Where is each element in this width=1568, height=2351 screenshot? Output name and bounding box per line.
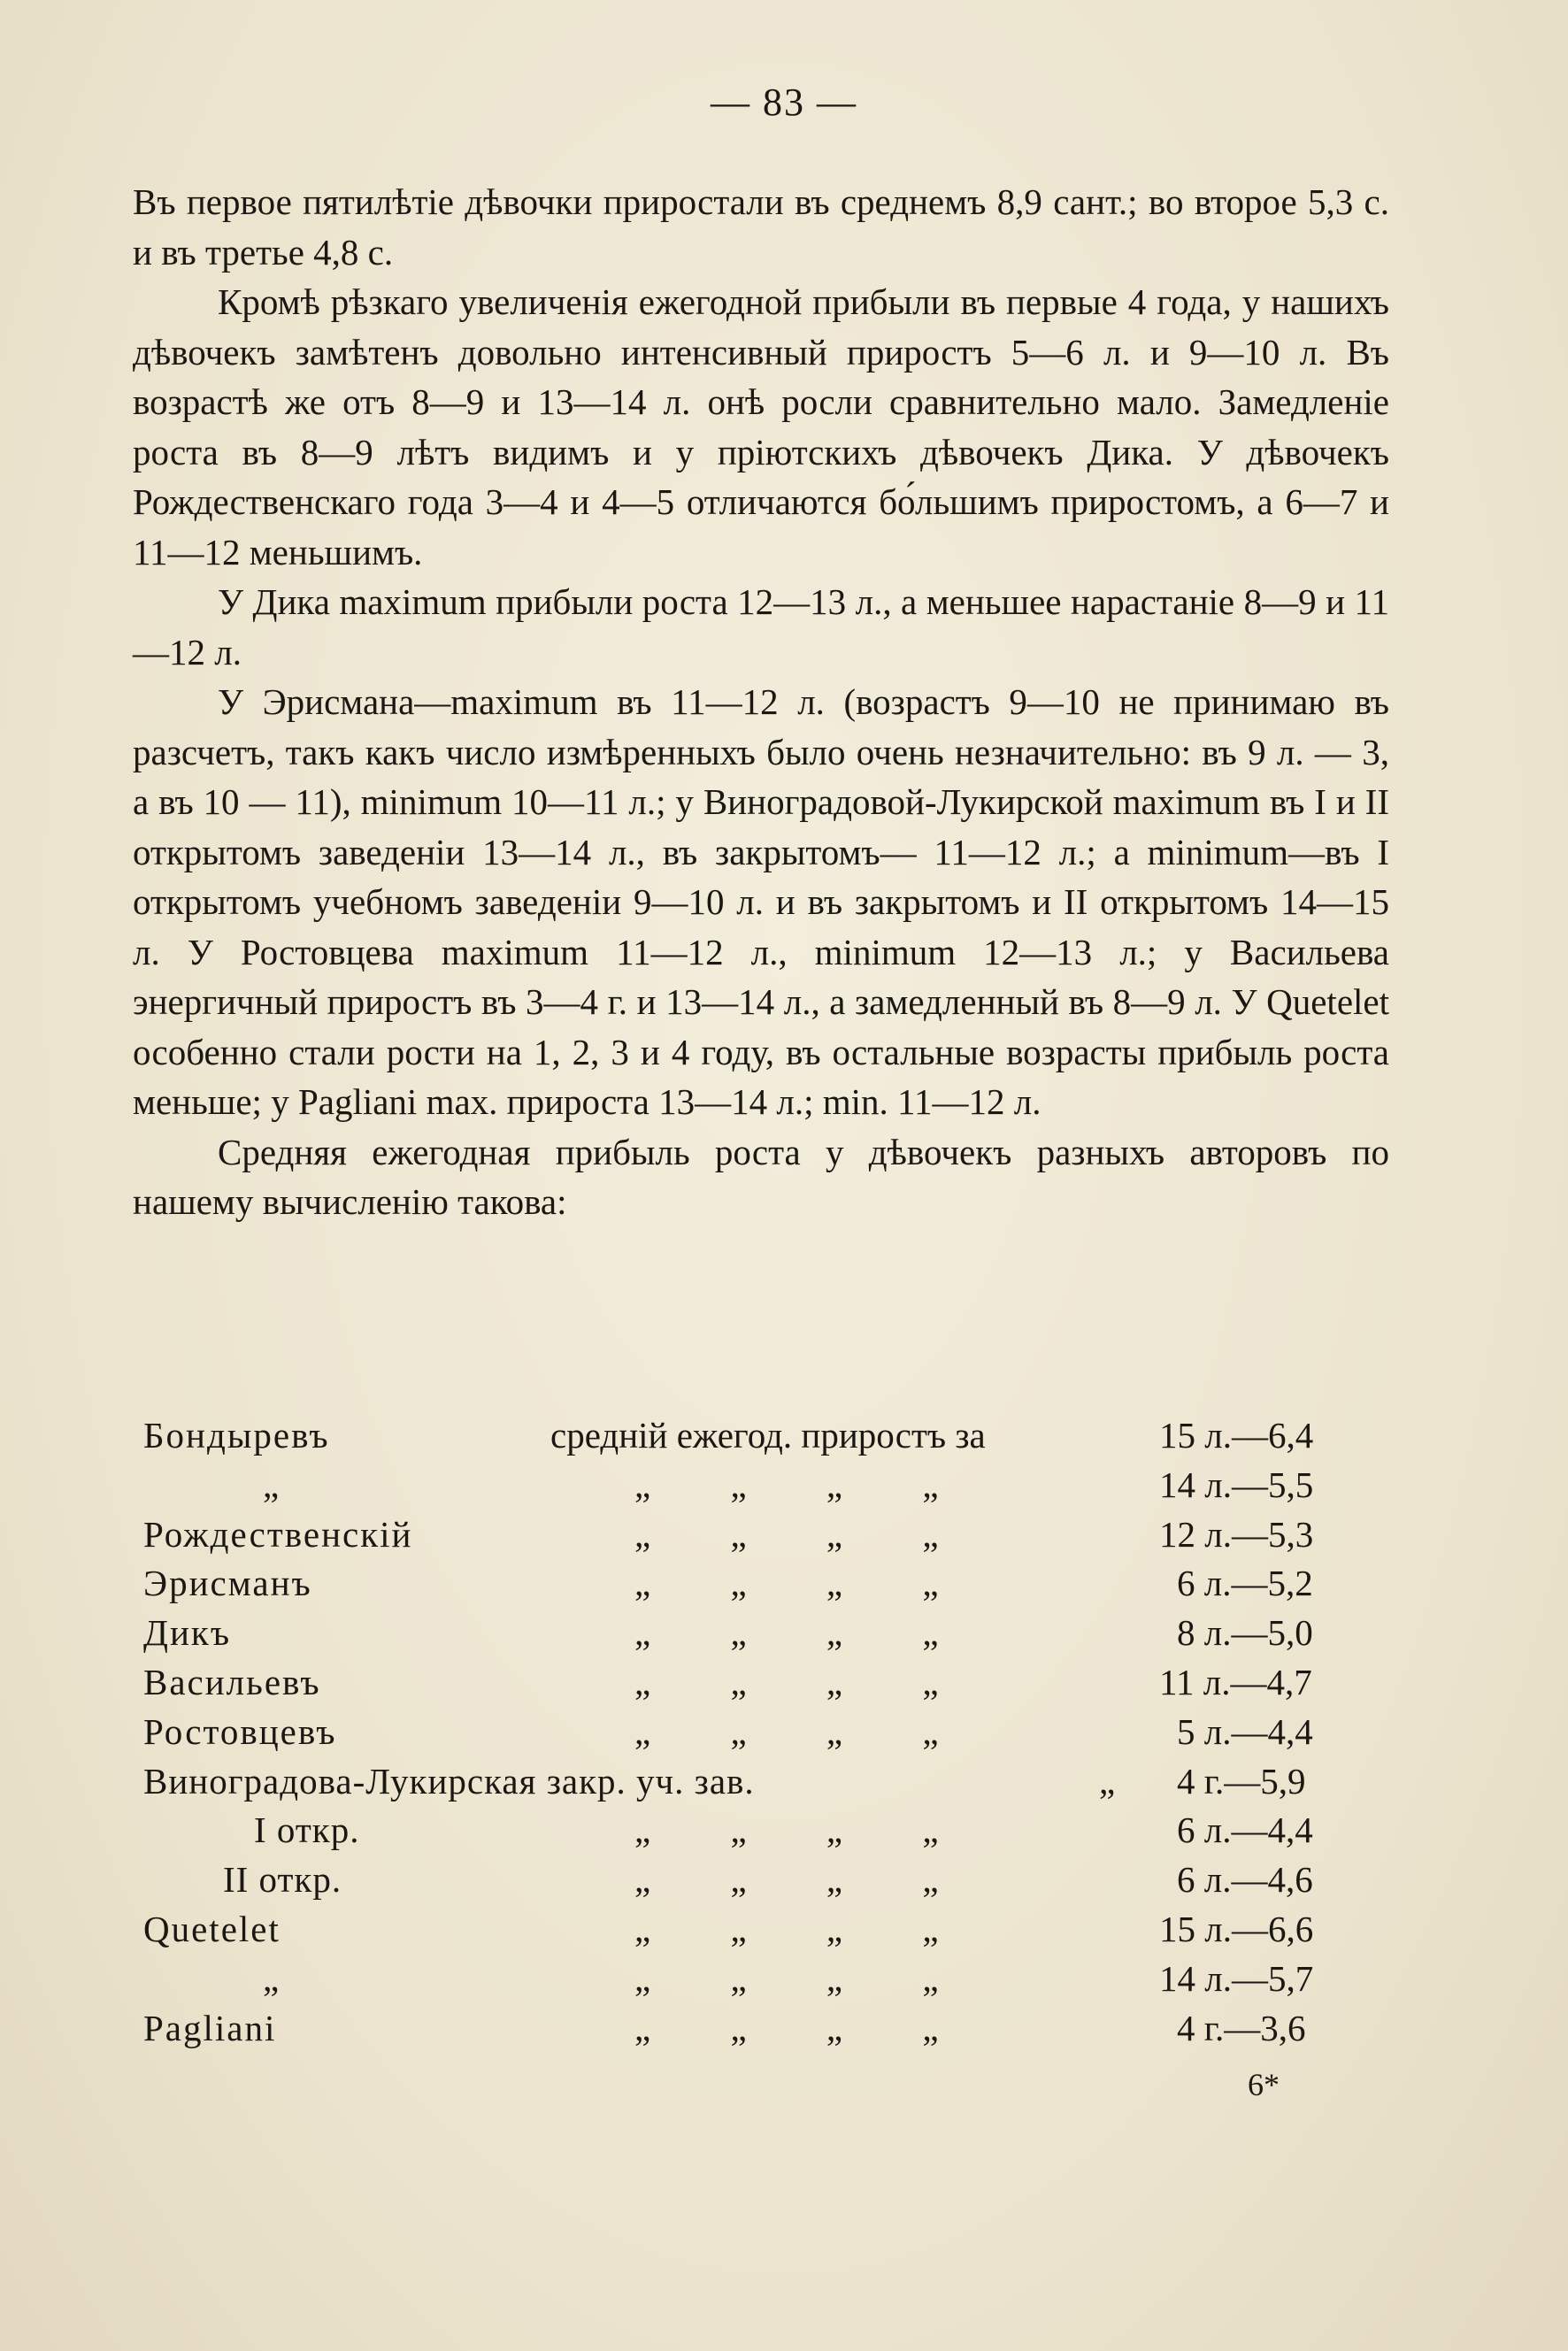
paragraph: Въ первое пятилѣтіе дѣвочки приростали въ среднемъ 8,9 сант.; во второе 5,3 с. и въ третье 4,8 с.	[133, 181, 1389, 273]
body-text	[133, 177, 1389, 1227]
table-row	[143, 1905, 1391, 1955]
table-row	[143, 1609, 1391, 1658]
row-value: 12 л.—5,3	[1159, 1513, 1314, 1555]
row-value: 6 л.—4,4	[1177, 1809, 1313, 1851]
row-description: „ „ „ „	[634, 1908, 939, 1949]
row-description: „ „ „ „	[634, 1563, 939, 1604]
author-name: Бондыревъ	[143, 1415, 330, 1456]
table-row	[143, 1955, 1391, 2004]
author-name: Рождественскій	[143, 1513, 413, 1555]
author-name: „	[263, 1957, 281, 1999]
table-row	[143, 2004, 1391, 2054]
author-name: Quetelet	[143, 1908, 281, 1949]
table-row	[143, 1461, 1391, 1510]
author-name: I откр.	[254, 1809, 360, 1851]
row-value: 4 г.—3,6	[1177, 2007, 1306, 2048]
row-value: 6 л.—5,2	[1177, 1563, 1313, 1604]
row-description: „ „ „ „	[634, 1957, 939, 1999]
author-name: Эрисманъ	[143, 1563, 312, 1604]
paragraph: У Дика maximum прибыли роста 12—13 л., а меньшее нарастаніе 8—9 и 11—12 л.	[133, 581, 1389, 672]
author-name: Pagliani	[143, 2007, 277, 2048]
paragraph: У Эрисмана—maximum въ 11—12 л. (возрастъ 9—10 не принимаю въ разсчетъ, такъ какъ число измѣренныхъ было очень незначительно: въ 9 л. — 3, а въ 10 — 11), minimum 10—11 л.; у Виноградовой-Лукирской maximum въ I и II открытомъ заведеніи 13—14 л., въ закрытомъ— 11—12 л.; а minimum—въ I открытомъ учебномъ заведеніи 9—10 л. и въ закрытомъ и II открытомъ 14—15 л. У Ростовцева maximum 11—12 л., minimum 12—13 л.; у Васильева энергичный приростъ въ 3—4 г. и 13—14 л., а замедленный въ 8—9 л. У Quetelet особенно стали рости на 1, 2, 3 и 4 году, въ остальные возрасты прибыль роста меньше; у Pagliani max. прироста 13—14 л.; min. 11—12 л.	[133, 681, 1389, 1122]
table-row	[143, 1510, 1391, 1560]
page-number: — 83 —	[711, 81, 857, 124]
row-value: 11 л.—4,7	[1159, 1661, 1312, 1702]
row-description: средній ежегод. приростъ за	[550, 1415, 986, 1456]
table-row	[143, 1411, 1391, 1461]
row-description: „ „ „ „	[634, 1710, 939, 1752]
row-value: 5 л.—4,4	[1177, 1710, 1313, 1752]
author-name: Ростовцевъ	[143, 1710, 337, 1752]
row-description: „ „ „ „	[634, 1513, 939, 1555]
row-description: „ „ „ „	[634, 2007, 939, 2048]
author-name: „	[263, 1464, 281, 1505]
row-description: „ „ „ „	[634, 1464, 939, 1505]
row-value: 15 л.—6,6	[1159, 1908, 1314, 1949]
row-value: 15 л.—6,4	[1159, 1415, 1314, 1456]
row-description: „ „ „ „	[634, 1612, 939, 1654]
signature-mark: 6*	[1248, 2067, 1280, 2102]
row-value: 14 л.—5,7	[1159, 1957, 1314, 1999]
table-row	[143, 1757, 1391, 1807]
table-row	[143, 1708, 1391, 1757]
author-name: Васильевъ	[143, 1661, 321, 1702]
row-description: „	[1099, 1760, 1116, 1802]
author-name: Дикъ	[143, 1612, 232, 1654]
table-row	[143, 1855, 1391, 1905]
author-name: Виноградова-Лукирская закр. уч. зав.	[143, 1760, 755, 1802]
table-row	[143, 1658, 1391, 1708]
row-value: 8 л.—5,0	[1177, 1612, 1313, 1654]
paragraph: Кромѣ рѣзкаго увеличенія ежегодной прибыли въ первые 4 года, у нашихъ дѣвочекъ замѣтенъ довольно интенсивный приростъ 5—6 л. и 9—10 л. Въ возрастѣ же отъ 8—9 и 13—14 л. онѣ росли сравнительно мало. Замедленіе роста въ 8—9 лѣтъ видимъ и у пріютскихъ дѣвочекъ Дика. У дѣвочекъ Рождественскаго года 3—4 и 4—5 отличаются бо́льшимъ приростомъ, а 6—7 и 11—12 меньшимъ.	[133, 281, 1389, 572]
growth-table	[143, 1411, 1391, 2053]
paragraph: Средняя ежегодная прибыль роста у дѣвочекъ разныхъ авторовъ по нашему вычисленію такова:	[133, 1131, 1389, 1222]
row-description: „ „ „ „	[634, 1661, 939, 1702]
table-row	[143, 1806, 1391, 1855]
table-row	[143, 1559, 1391, 1609]
row-description: „ „ „ „	[634, 1809, 939, 1851]
row-value: 4 г.—5,9	[1177, 1760, 1306, 1802]
row-description: „ „ „ „	[634, 1859, 939, 1901]
row-value: 14 л.—5,5	[1159, 1464, 1314, 1505]
author-name: II откр.	[223, 1859, 342, 1901]
row-value: 6 л.—4,6	[1177, 1859, 1313, 1901]
